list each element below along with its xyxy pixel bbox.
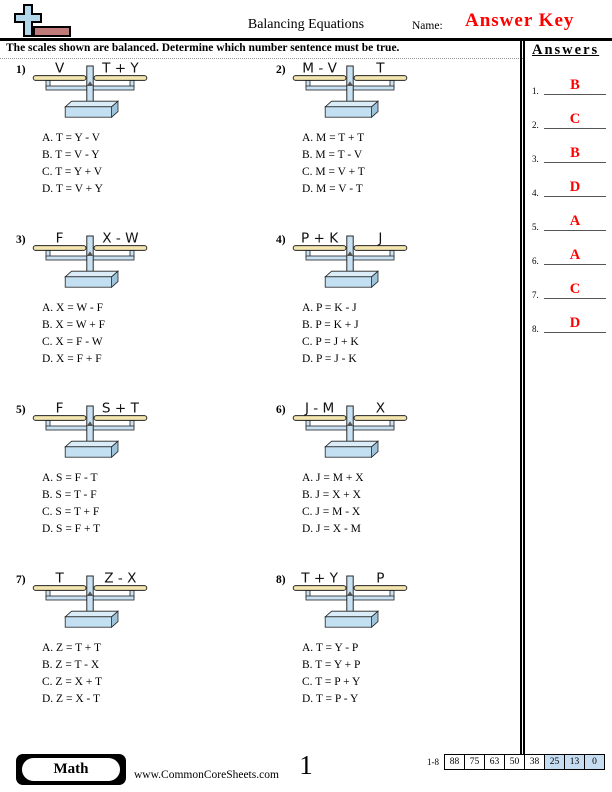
problem-5 xyxy=(0,398,260,568)
right-pan-label: T + Y xyxy=(101,62,139,77)
page-number: 1 xyxy=(299,750,313,780)
score-cell: 50 xyxy=(504,754,525,770)
right-pan-label: S + T xyxy=(101,402,139,417)
answer-blank xyxy=(544,94,606,95)
right-pan-label: J xyxy=(377,232,383,247)
balance-scale-figure xyxy=(290,62,410,126)
score-range-label: 1-8 xyxy=(427,757,439,767)
balance-scale-figure xyxy=(30,62,150,126)
answer-number: 4. xyxy=(532,188,539,198)
answer-blank xyxy=(544,332,606,333)
answer-value: D xyxy=(569,179,581,195)
answer-number: 3. xyxy=(532,154,539,164)
problem-3 xyxy=(0,228,260,398)
choices-list xyxy=(42,300,260,368)
problem-number: 1) xyxy=(16,64,26,76)
left-pan-label: M - V xyxy=(301,62,337,77)
answer-value: B xyxy=(570,145,580,161)
score-cell: 88 xyxy=(444,754,465,770)
scale-post xyxy=(86,236,92,275)
choices-list xyxy=(42,640,260,708)
scale-post xyxy=(346,236,352,275)
scale-post xyxy=(86,66,92,105)
choice-a: A. P = K - J xyxy=(302,302,357,314)
scale-base xyxy=(325,441,378,457)
choice-c: C. J = M - X xyxy=(302,506,361,518)
answer-item xyxy=(525,171,612,205)
left-pan-label: T xyxy=(55,572,64,587)
balance-scale xyxy=(30,62,150,126)
score-cell: 25 xyxy=(544,754,565,770)
balance-scale xyxy=(30,232,150,296)
choice-c: C. P = J + K xyxy=(302,336,359,348)
answer-item xyxy=(525,103,612,137)
scale-base xyxy=(65,441,118,457)
choice-b: B. Z = T - X xyxy=(42,659,100,671)
choices-list xyxy=(302,130,520,198)
problem-8 xyxy=(260,568,520,738)
choice-b: B. T = Y + P xyxy=(302,659,361,671)
balance-scale-figure xyxy=(30,232,150,296)
problem-2 xyxy=(260,58,520,228)
choice-b: B. P = K + J xyxy=(302,319,359,331)
problem-number: 3) xyxy=(16,234,26,246)
choice-d: D. M = V - T xyxy=(302,183,363,195)
problem-4 xyxy=(260,228,520,398)
answer-item xyxy=(525,307,612,341)
answer-item xyxy=(525,239,612,273)
choice-c: C. M = V + T xyxy=(302,166,365,178)
left-pan-label: F xyxy=(55,232,64,247)
balance-scale-figure xyxy=(290,572,410,636)
scale-post xyxy=(346,66,352,105)
answer-blank xyxy=(544,162,606,163)
choices-list xyxy=(302,470,520,538)
answer-blank xyxy=(544,128,606,129)
score-cell: 13 xyxy=(564,754,585,770)
answer-item xyxy=(525,69,612,103)
answer-number: 6. xyxy=(532,256,539,266)
balance-scale xyxy=(290,572,410,636)
answer-number: 5. xyxy=(532,222,539,232)
score-cell: 38 xyxy=(524,754,545,770)
answer-blank xyxy=(544,298,606,299)
right-pan-label: T xyxy=(375,62,385,77)
choice-c: C. T = P + Y xyxy=(302,676,361,688)
scale-base xyxy=(325,101,378,117)
choice-c: C. X = F - W xyxy=(42,336,103,348)
problem-number: 8) xyxy=(276,574,286,586)
choice-b: B. M = T - V xyxy=(302,149,363,161)
choice-a: A. S = F - T xyxy=(42,472,98,484)
choice-c: C. S = T + F xyxy=(42,506,100,518)
balance-scale-figure xyxy=(30,572,150,636)
answer-blank xyxy=(544,196,606,197)
problem-number: 4) xyxy=(276,234,286,246)
answers-panel xyxy=(520,41,612,762)
choice-d: D. S = F + T xyxy=(42,523,101,535)
answer-value: A xyxy=(569,213,581,229)
choice-d: D. Z = X - T xyxy=(42,693,101,705)
answer-value: D xyxy=(569,315,581,331)
scale-post xyxy=(346,576,352,615)
choices-list xyxy=(42,470,260,538)
page-title: Balancing Equations xyxy=(247,17,365,32)
choice-d: D. X = F + F xyxy=(42,353,102,365)
answer-value: B xyxy=(570,77,580,93)
choice-d: D. T = P - Y xyxy=(302,693,359,705)
choice-a: A. J = M + X xyxy=(302,472,364,484)
page-header xyxy=(0,0,612,41)
choice-c: C. Z = X + T xyxy=(42,676,103,688)
score-table xyxy=(427,754,605,770)
answers-title: Answers xyxy=(532,42,600,58)
choice-a: A. T = Y - P xyxy=(302,642,359,654)
choice-a: A. M = T + T xyxy=(302,132,365,144)
answers-list xyxy=(525,69,612,341)
left-pan-label: P + K xyxy=(300,232,338,247)
left-pan-label: V xyxy=(54,62,64,77)
right-pan-label: P xyxy=(375,572,385,587)
answer-blank xyxy=(544,230,606,231)
choices-list xyxy=(302,300,520,368)
choice-c: C. T = Y + V xyxy=(42,166,103,178)
answer-blank xyxy=(544,264,606,265)
answer-item xyxy=(525,137,612,171)
balance-scale xyxy=(290,62,410,126)
scale-post xyxy=(86,576,92,615)
choice-b: B. X = W + F xyxy=(42,319,106,331)
scale-base xyxy=(325,271,378,287)
scale-post xyxy=(346,406,352,445)
left-pan-label: J - M xyxy=(304,402,334,417)
answer-number: 2. xyxy=(532,120,539,130)
balance-scale xyxy=(290,232,410,296)
choices-list xyxy=(302,640,520,708)
answer-item xyxy=(525,205,612,239)
choice-d: D. P = J - K xyxy=(302,353,357,365)
score-cells xyxy=(445,754,605,770)
scale-base xyxy=(325,611,378,627)
balance-scale-figure xyxy=(290,232,410,296)
scale-post xyxy=(86,406,92,445)
score-cell: 75 xyxy=(464,754,485,770)
right-pan-label: Z - X xyxy=(103,572,137,587)
scale-base xyxy=(65,611,118,627)
right-pan-label: X - W xyxy=(101,232,139,247)
right-pan-label: X xyxy=(375,402,385,417)
choice-d: D. J = X - M xyxy=(302,523,361,535)
website-text: www.CommonCoreSheets.com xyxy=(134,769,279,781)
choice-d: D. T = V + Y xyxy=(42,183,103,195)
problems-grid xyxy=(0,58,520,738)
left-pan-label: T + Y xyxy=(300,572,338,587)
name-label: Name: xyxy=(412,20,443,32)
answer-number: 1. xyxy=(532,86,539,96)
balance-scale-figure xyxy=(30,402,150,466)
balance-scale xyxy=(30,572,150,636)
problem-number: 5) xyxy=(16,404,26,416)
instruction-text: The scales shown are balanced. Determine which number sentence must be true. xyxy=(0,41,525,59)
scale-base xyxy=(65,101,118,117)
score-cell: 0 xyxy=(584,754,605,770)
subject-label: Math xyxy=(21,757,121,782)
answer-value: C xyxy=(569,111,581,127)
score-cell: 63 xyxy=(484,754,505,770)
balance-scale-figure xyxy=(290,402,410,466)
name-value: Answer Key xyxy=(465,10,575,31)
answer-value: C xyxy=(569,281,581,297)
choices-list xyxy=(42,130,260,198)
problem-number: 7) xyxy=(16,574,26,586)
choice-b: B. S = T - F xyxy=(42,489,97,501)
problem-number: 6) xyxy=(276,404,286,416)
problem-1 xyxy=(0,58,260,228)
choice-a: A. T = Y - V xyxy=(42,132,101,144)
answer-number: 7. xyxy=(532,290,539,300)
choice-b: B. J = X + X xyxy=(302,489,361,501)
answer-number: 8. xyxy=(532,324,539,334)
balance-scale xyxy=(290,402,410,466)
choice-a: A. X = W - F xyxy=(42,302,104,314)
balance-scale xyxy=(30,402,150,466)
choice-b: B. T = V - Y xyxy=(42,149,100,161)
problem-6 xyxy=(260,398,520,568)
answer-value: A xyxy=(569,247,581,263)
answer-item xyxy=(525,273,612,307)
choice-a: A. Z = T + T xyxy=(42,642,101,654)
left-pan-label: F xyxy=(55,402,64,417)
problem-number: 2) xyxy=(276,64,286,76)
scale-base xyxy=(65,271,118,287)
problem-7 xyxy=(0,568,260,738)
